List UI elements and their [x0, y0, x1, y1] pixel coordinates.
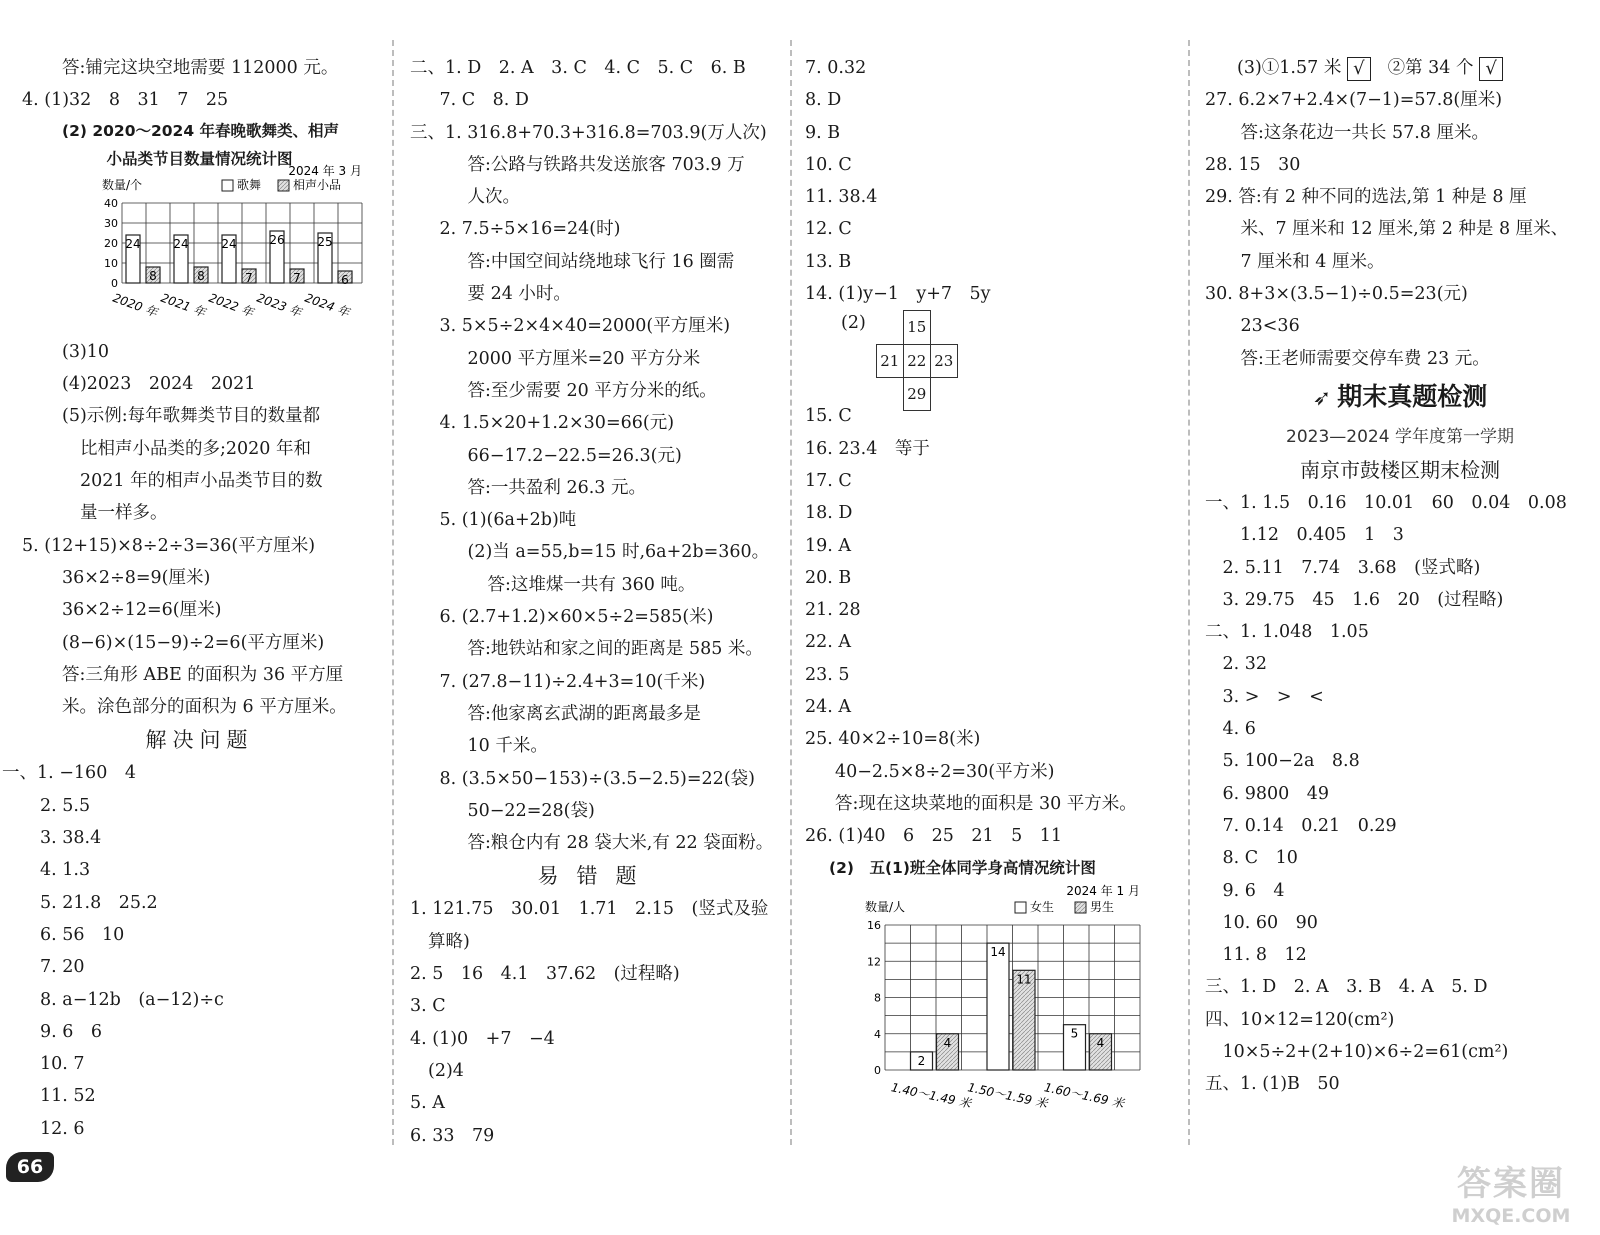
answer-line: 二、1. 1.048 1.05 [1205, 622, 1369, 643]
answer-line: 米、7 厘米和 12 厘米,第 2 种是 8 厘米、 [1223, 219, 1569, 240]
answer-line: 28. 15 30 [1205, 154, 1301, 175]
answer-line: 13. B [805, 251, 852, 272]
answer-line: 11. 38.4 [805, 187, 878, 208]
answer-line: 4. (1)0 +7 −4 [410, 1028, 555, 1049]
answer-line: 6. 56 10 [40, 924, 125, 945]
answer-line: 2. 5.11 7.74 3.68 (竖式略) [1205, 557, 1481, 578]
answer-line: 2000 平方厘米=20 平方分米 [450, 348, 701, 369]
answer-line: 答:王老师需要交停车费 23 元。 [1223, 348, 1490, 369]
data-label: 14 [990, 944, 1006, 959]
y-tick-label: 8 [874, 991, 881, 1005]
data-label: 4 [943, 1035, 952, 1050]
y-tick-label: 16 [867, 918, 881, 932]
answer-line: 米。涂色部分的面积为 6 平方厘米。 [62, 697, 347, 718]
grid-cell: 21 [876, 344, 903, 377]
y-tick-label: 12 [867, 954, 881, 968]
data-label: 25 [317, 234, 333, 249]
x-tick-label: 1.50～1.59 米 [966, 1079, 1049, 1111]
x-tick-label: 2020 年 [110, 290, 160, 320]
data-label: 24 [125, 236, 141, 251]
answer-line: 10 千米。 [450, 736, 548, 757]
column-3 [805, 52, 1175, 1136]
x-tick-label: 1.40～1.49 米 [889, 1079, 973, 1111]
watermark [1436, 1156, 1586, 1227]
answer-line: 25. 40×2÷10=8(米) [805, 729, 981, 750]
answer-line: 11. 8 12 [1205, 945, 1307, 966]
x-tick-label: 2023 年 [254, 290, 304, 320]
answer-line: 答:三角形 ABE 的面积为 36 平方厘 [62, 664, 344, 685]
answer-line: 17. C [805, 470, 852, 491]
y-tick-label: 0 [874, 1063, 881, 1077]
answer-line: (2)4 [428, 1060, 464, 1081]
answer-line: 答:公路与铁路共发送旅客 703.9 万 [450, 154, 745, 175]
answer-line: 2. 5.5 [40, 795, 91, 816]
answer-line: 3. C [410, 996, 446, 1017]
answer-line: (2)当 a=55,b=15 时,6a+2b=360。 [450, 542, 770, 563]
answer-line: 算略) [428, 931, 470, 952]
answer-line: 2. 5 16 4.1 37.62 (过程略) [410, 964, 680, 985]
check-box-icon: √ [1347, 57, 1371, 81]
answer-line: 答:这条花边一共长 57.8 厘米。 [1223, 122, 1489, 143]
legend-swatch-boys [1075, 902, 1086, 913]
answer-line: 3. > > < [1205, 686, 1324, 707]
answer-line: 7. 0.32 [805, 58, 867, 78]
answer-line: 三、1. 316.8+70.3+316.8=703.9(万人次) [410, 122, 767, 143]
answer-line: 10. C [805, 154, 852, 175]
answer-line [1205, 52, 1595, 84]
answer-text: (3)①1.57 米 [1237, 58, 1342, 78]
axis-unit-label: 数量/人 [865, 899, 906, 914]
data-label: 2 [917, 1053, 926, 1068]
answer-line: 7. 0.14 0.21 0.29 [1205, 815, 1397, 836]
cross-grid-block [805, 310, 1175, 403]
answer-line: 答:一共盈利 26.3 元。 [450, 477, 646, 498]
answer-line: 10. 7 [40, 1054, 85, 1075]
answer-line: 四、10×12=120(cm²) [1205, 1009, 1395, 1030]
answer-line: 19. A [805, 535, 852, 556]
y-tick-label: 4 [874, 1027, 881, 1041]
answer-line: 8. (3.5×50−153)÷(3.5−2.5)=22(袋) [422, 768, 755, 789]
answer-line: 4. 6 [1205, 719, 1256, 740]
answer-line: 14. (1)y−1 y+7 5y [805, 284, 991, 305]
cross-number-grid [876, 310, 958, 411]
answer-line: 10×5÷2+(2+10)×6÷2=61(cm²) [1205, 1042, 1509, 1063]
grid-cell: 29 [903, 377, 930, 410]
answer-line: 1.12 0.405 1 3 [1205, 525, 1404, 546]
answer-line: 1. 121.75 30.01 1.71 2.15 (竖式及验 [410, 899, 769, 920]
page-number: 66 [6, 1152, 54, 1182]
legend-label: 女生 [1030, 899, 1055, 914]
answer-line: 15. C [805, 406, 852, 427]
chart-date: 2024 年 1 月 [1066, 883, 1140, 898]
data-label: 8 [197, 268, 205, 283]
grid-cell: 23 [930, 344, 957, 377]
answer-line: (3)10 [62, 341, 110, 362]
answer-line: 7 厘米和 4 厘米。 [1223, 251, 1385, 272]
answer-line: 答:他家离玄武湖的距离最多是 [450, 703, 701, 724]
legend-label: 歌舞 [237, 177, 262, 192]
column-separator [790, 40, 792, 1145]
answer-line: 11. 52 [40, 1086, 96, 1107]
answer-line: 6. 33 79 [410, 1125, 495, 1146]
answer-line: 答:至少需要 20 平方分米的纸。 [450, 380, 717, 401]
column-4 [1205, 52, 1595, 1101]
answer-line: 8. D [805, 90, 842, 111]
legend-label: 相声小品 [293, 177, 342, 192]
data-label: 5 [1070, 1026, 1079, 1041]
answer-line: 5. A [410, 1093, 445, 1114]
check-box-icon: √ [1479, 57, 1503, 81]
answer-line: 40−2.5×8÷2=30(平方米) [835, 761, 1055, 782]
answer-line: 36×2÷8=9(厘米) [62, 567, 211, 588]
watermark-text: 答案圈 [1457, 1164, 1565, 1204]
answer-line: 23<36 [1223, 316, 1300, 337]
data-label: 24 [221, 236, 237, 251]
answer-line: 9. 6 4 [1205, 880, 1285, 901]
answer-line: 5. 21.8 25.2 [40, 892, 158, 913]
answer-line: 12. C [805, 219, 852, 240]
answer-line: 7. (27.8−11)÷2.4+3=10(千米) [422, 671, 706, 692]
data-label: 8 [149, 268, 157, 283]
answer-label: (2) [841, 313, 866, 334]
answer-line: 4. 1.5×20+1.2×30=66(元) [422, 413, 675, 434]
answer-line: 26. (1)40 6 25 21 5 11 [805, 826, 1063, 847]
answer-line: 6. (2.7+1.2)×60×5÷2=585(米) [422, 607, 714, 628]
answer-line: 10. 60 90 [1205, 912, 1318, 933]
x-tick-label: 2021 年 [158, 290, 208, 320]
x-tick-label: 1.60～1.69 米 [1042, 1079, 1126, 1111]
answer-line: 2021 年的相声小品类节目的数 [80, 471, 323, 492]
exam-term: 2023—2024 学年度第一学期 [1286, 426, 1514, 447]
answer-line: 66−17.2−22.5=26.3(元) [450, 445, 682, 466]
answer-line: 2. 32 [1205, 654, 1268, 675]
grid-cell: 22 [903, 344, 930, 377]
data-label: 6 [341, 272, 349, 287]
answer-line: 20. B [805, 567, 852, 588]
answer-line: 4. 1.3 [40, 860, 91, 881]
answer-line: 22. A [805, 632, 852, 653]
column-2 [410, 52, 782, 1152]
answer-line: 8. a−12b (a−12)÷c [40, 989, 224, 1010]
chart-title: 小品类节目数量情况统计图 [106, 149, 293, 168]
answer-line: 29. 答:有 2 种不同的选法,第 1 种是 8 厘 [1205, 187, 1527, 208]
answer-line: 答:这堆煤一共有 360 吨。 [470, 574, 696, 595]
bar-chart-2 [805, 883, 1165, 1125]
answer-line: 一、1. −160 4 [2, 763, 136, 784]
answer-line: 三、1. D 2. A 3. B 4. A 5. D [1205, 977, 1488, 998]
column-1 [2, 52, 387, 1145]
answer-line: 答:现在这块菜地的面积是 30 平方米。 [835, 793, 1137, 814]
section-heading: 易错题 [537, 864, 655, 889]
grid-cell: 15 [903, 311, 930, 344]
legend-swatch [222, 180, 233, 191]
answer-line: (4)2023 2024 2021 [62, 374, 256, 395]
answer-line: 21. 28 [805, 600, 861, 621]
answer-line: 16. 23.4 等于 [805, 438, 930, 459]
answer-line: 4. (1)32 8 31 7 25 [22, 90, 229, 111]
answer-line: 2. 7.5÷5×16=24(时) [422, 219, 621, 240]
answer-line: 5. 100−2a 8.8 [1205, 751, 1360, 772]
rocket-icon: ➶ [1312, 385, 1332, 411]
legend-swatch-boys [278, 180, 289, 191]
y-tick-label: 20 [104, 236, 118, 250]
data-label: 26 [269, 232, 285, 247]
watermark-url: MXQE.COM [1451, 1205, 1571, 1227]
chart-date: 2024 年 3 月 [288, 163, 362, 178]
answer-line: 要 24 小时。 [450, 284, 571, 305]
answer-line: 6. 9800 49 [1205, 783, 1330, 804]
y-tick-label: 10 [104, 256, 118, 270]
answer-line: 5. (12+15)×8÷2÷3=36(平方厘米) [22, 535, 316, 556]
bar-series-1 [987, 943, 1009, 1070]
answer-line: (8−6)×(15−9)÷2=6(平方厘米) [62, 632, 325, 653]
legend-label: 男生 [1090, 899, 1115, 914]
answer-line: 答:中国空间站绕地球飞行 16 圈需 [450, 251, 735, 272]
answer-line: 9. 6 6 [40, 1021, 103, 1042]
answer-line: 8. C 10 [1205, 848, 1298, 869]
answer-line: 3. 38.4 [40, 828, 102, 849]
answer-line: 36×2÷12=6(厘米) [62, 600, 222, 621]
axis-unit-label: 数量/个 [102, 177, 143, 192]
exam-title: 南京市鼓楼区期末检测 [1300, 457, 1500, 482]
y-tick-label: 40 [104, 196, 118, 210]
answer-text: ②第 34 个 [1387, 58, 1474, 78]
data-label: 4 [1096, 1035, 1105, 1050]
answer-line: 23. 5 [805, 664, 850, 685]
y-tick-label: 0 [111, 276, 118, 290]
answer-line: 量一样多。 [80, 503, 168, 524]
answer-line: 答:粮仓内有 28 袋大米,有 22 袋面粉。 [450, 833, 774, 854]
answer-line: 24. A [805, 697, 852, 718]
answer-line: 7. C 8. D [422, 90, 529, 111]
x-tick-label: 2022 年 [206, 290, 256, 320]
answer-line: 9. B [805, 122, 841, 143]
y-tick-label: 30 [104, 216, 118, 230]
answer-line: 18. D [805, 503, 853, 524]
answer-line: (5)示例:每年歌舞类节目的数量都 [62, 406, 321, 427]
data-label: 11 [1016, 971, 1032, 986]
answer-line: 答:地铁站和家之间的距离是 585 米。 [450, 639, 763, 660]
answer-line: 二、1. D 2. A 3. C 4. C 5. C 6. B [410, 58, 746, 78]
answer-line: 5. (1)(6a+2b)吨 [422, 510, 577, 531]
chart-title: (2) 五(1)班全体同学身高情况统计图 [829, 858, 1096, 877]
bar-chart-1 [12, 163, 382, 325]
section-heading: 解决问题 [145, 728, 254, 753]
answer-line: 50−22=28(袋) [450, 800, 595, 821]
data-label: 7 [293, 270, 301, 285]
answer-line: 3. 29.75 45 1.6 20 (过程略) [1205, 589, 1504, 610]
data-label: 7 [245, 270, 253, 285]
answer-line: 比相声小品类的多;2020 年和 [80, 438, 311, 459]
section-banner [1205, 375, 1595, 421]
answer-line: 一、1. 1.5 0.16 10.01 60 0.04 0.08 [1205, 492, 1567, 513]
answer-line: 人次。 [450, 187, 520, 208]
answer-line: 12. 6 [40, 1118, 85, 1139]
column-separator [1188, 40, 1190, 1145]
answer-line: 7. 20 [40, 957, 85, 978]
answer-line: 30. 8+3×(3.5−1)÷0.5=23(元) [1205, 284, 1468, 305]
answer-line: 3. 5×5÷2×4×40=2000(平方厘米) [422, 316, 731, 337]
chart-title: (2) 2020～2024 年春晚歌舞类、相声 [62, 121, 340, 140]
data-label: 24 [173, 236, 189, 251]
banner-title: 期末真题检测 [1337, 381, 1488, 411]
x-tick-label: 2024 年 [302, 290, 352, 320]
column-separator [392, 40, 394, 1145]
legend-swatch [1015, 902, 1026, 913]
answer-line: 五、1. (1)B 50 [1205, 1074, 1340, 1095]
answer-line: 答:铺完这块空地需要 112000 元。 [62, 58, 339, 78]
answer-line: 27. 6.2×7+2.4×(7−1)=57.8(厘米) [1205, 90, 1503, 111]
